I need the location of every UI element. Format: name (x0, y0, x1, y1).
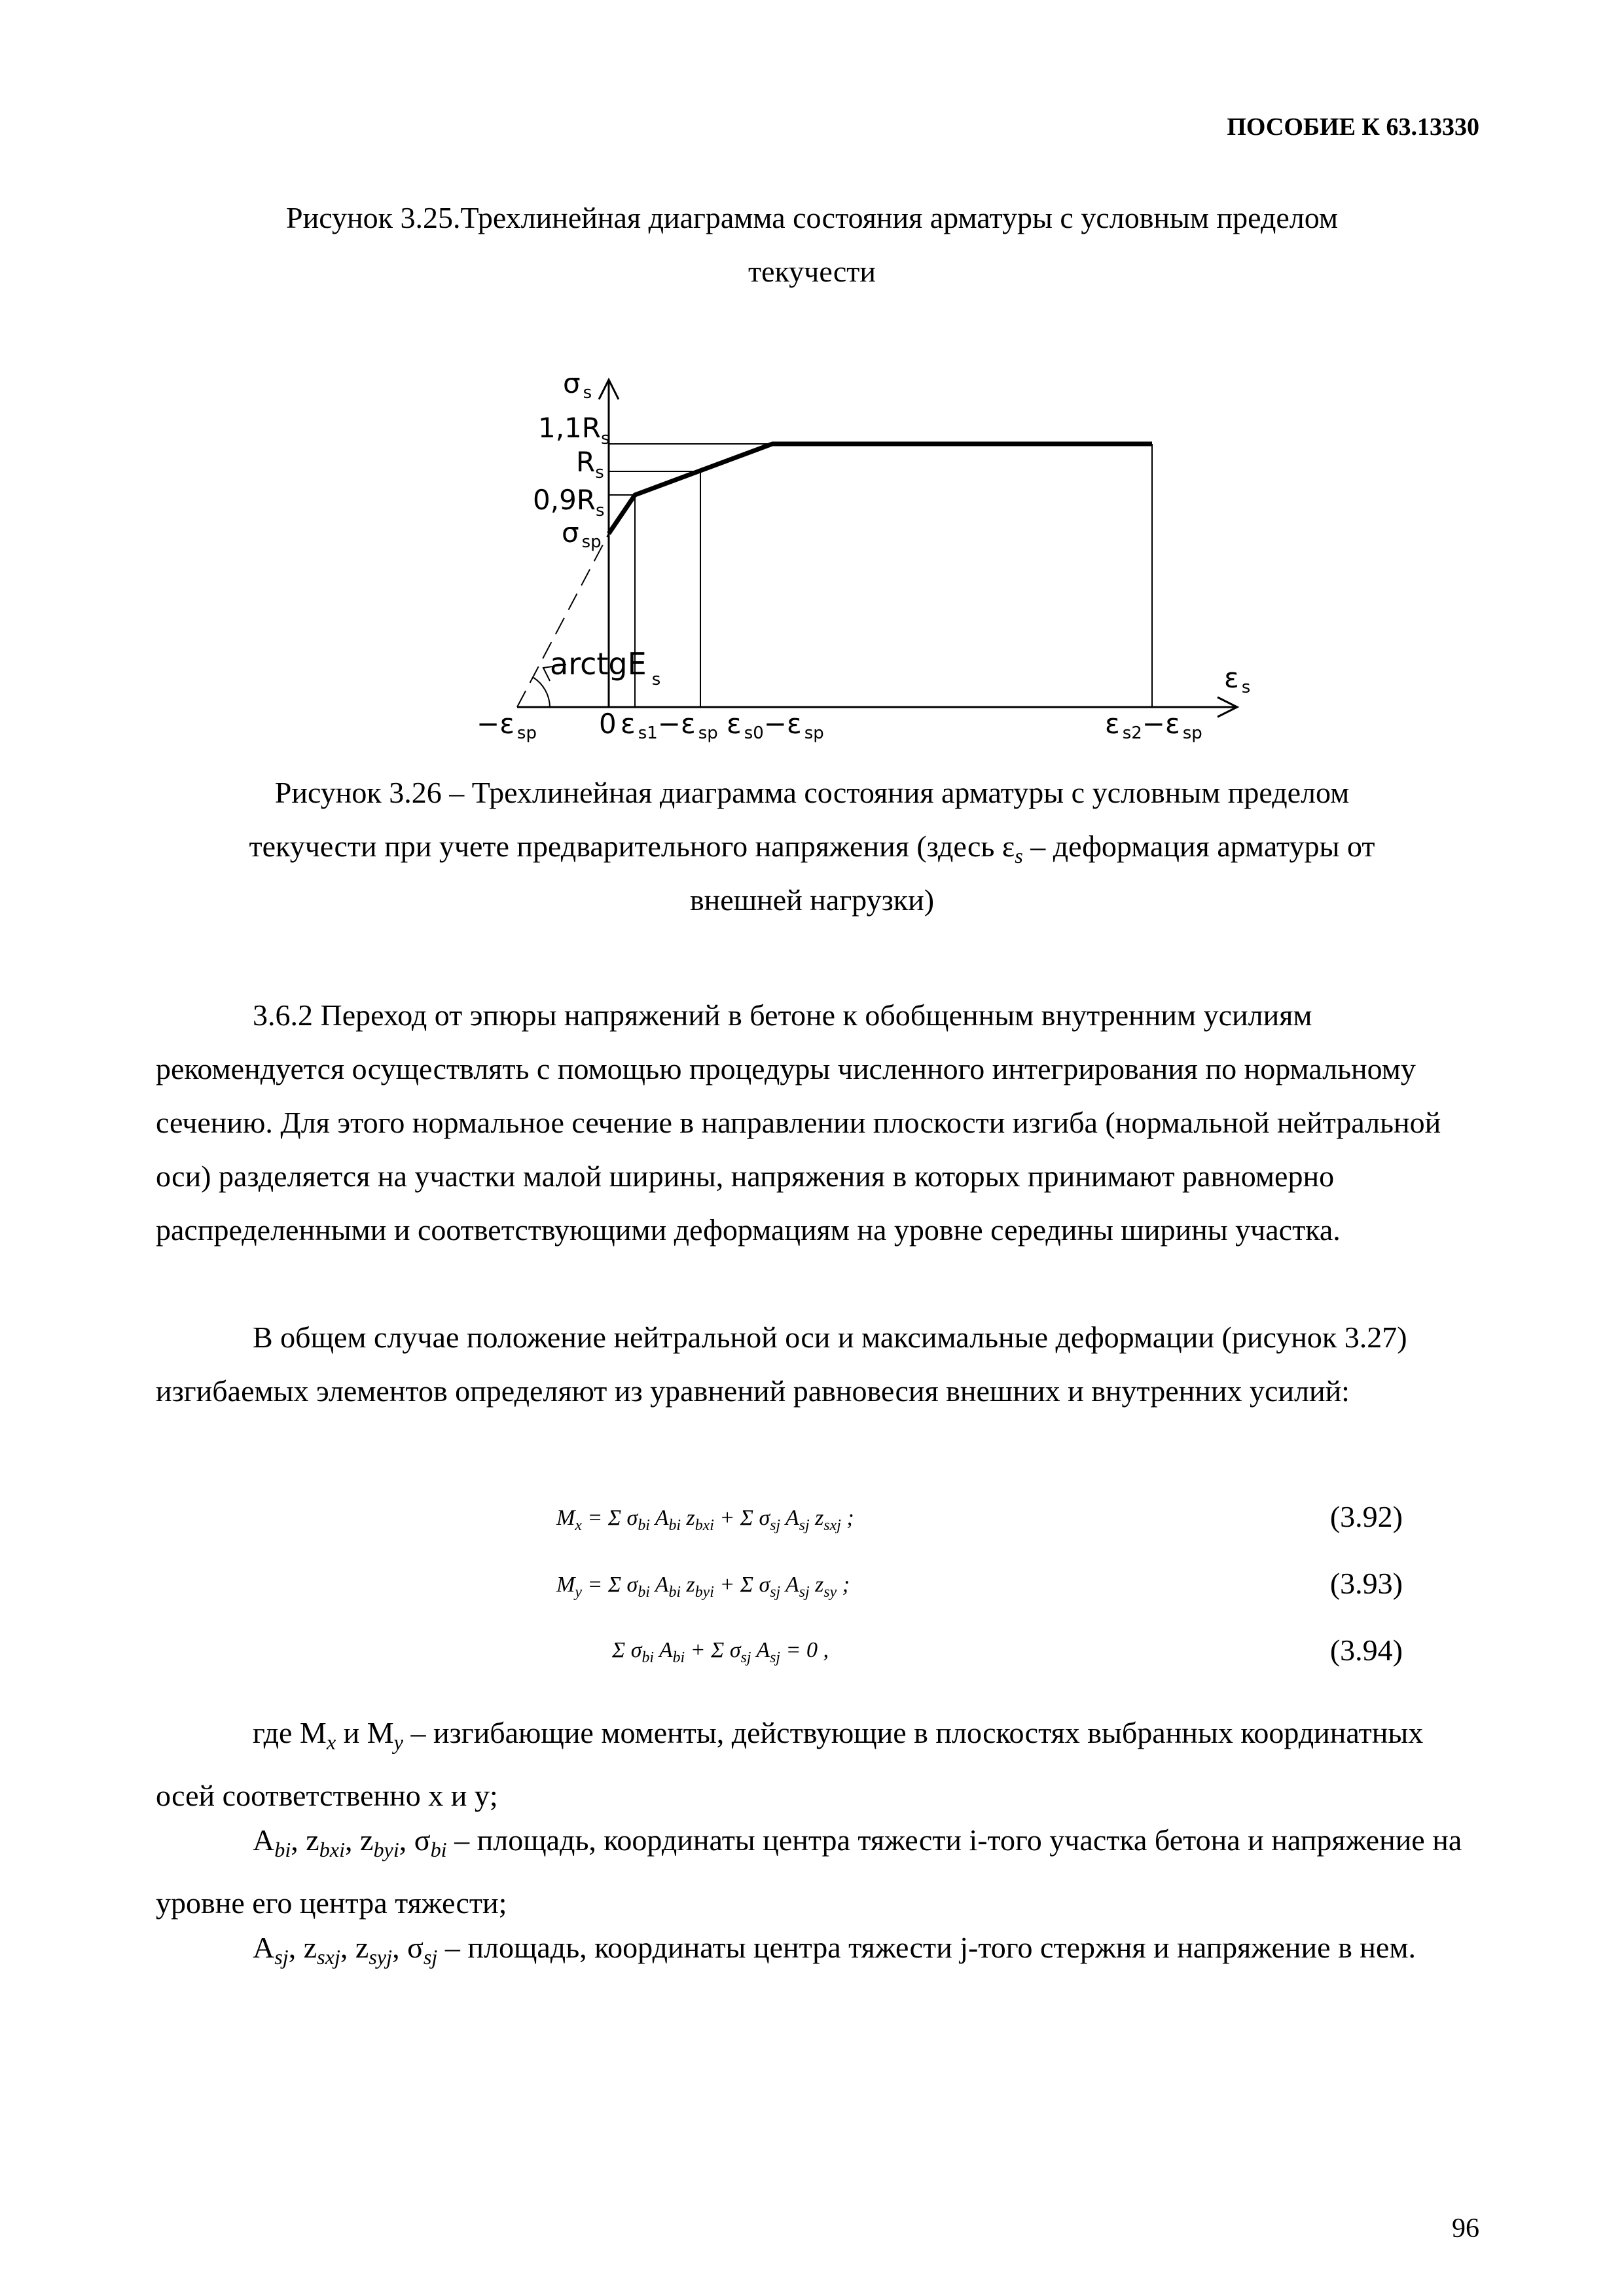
label-sigma-sp: σsp (562, 517, 602, 552)
equation-number-3-94: (3.94) (1329, 1633, 1403, 1667)
document-header: ПОСОБИЕ К 63.13330 (1227, 113, 1479, 141)
label-arctg-es: arctgE $_s$ (550, 646, 661, 689)
stress-strain-diagram (465, 367, 1276, 753)
paragraph-where-moments: где $M_x$ и $M_y$ – изгибающие моменты, действующие в плоскостях выбранных координатных осей соответственно x и y; (156, 1716, 1424, 1813)
paragraph-3-6-2: 3.6.2 Переход от эпюры напряжений в бетоне к обобщенным внутренним усилиям рекомендуется осуществлять с помощью процедуры численного интегрирования по нормальному сечению. Для этого нормальное сечение в направлении плоскости изгиба (нормальной нейтральной оси) разделяется на участки малой ширины, напряжения в которых принимают равномерно распределенными и соответствующими деформациям на уровне середины ширины участка. (156, 998, 1441, 1247)
tick-neg-esp: −ε sp (477, 708, 537, 743)
equation-3-92: $M_x = \Sigma$ $\sigma_{bi}$ $A_{bi}$ $z_{bxi} + \Sigma$ $\sigma_{sj}$ $A_{sj}$ $z_{sxj}$ ; (556, 1506, 854, 1534)
equation-3-94: Σ $\sigma_{bi}$ $A_{bi} + \Sigma$ $\sigma_{sj}$ $A_{sj} = 0$ , (612, 1638, 829, 1666)
figure-3-26-caption-line1: Рисунок 3.26 – Трехлинейная диаграмма состояния арматуры с условным пределом (274, 776, 1350, 809)
tick-zero: 0 (599, 708, 617, 740)
label-sigma-s: σs (563, 367, 592, 403)
trilinear-curve (609, 444, 1152, 534)
figure-3-25-caption-line1: Рисунок 3.25.Трехлинейная диаграмма состояния арматуры с условным пределом (286, 201, 1338, 234)
figure-3-26-caption-line2: текучести при учете предварительного напряжения (здесь $\varepsilon_s$ – деформация арматуры от (249, 829, 1375, 868)
tick-es1: εs1−ε sp (621, 708, 718, 743)
equation-number-3-93: (3.93) (1329, 1567, 1403, 1600)
paragraph-concrete-terms: $A_{bi}$, $z_{bxi}$, $z_{byi}$, $\sigma_{bi}$ – площадь, координаты центра тяжести i-того участка бетона и напряжение на уровне его центра тяжести; (156, 1823, 1462, 1920)
figure-3-26-caption-line3: внешней нагрузки) (689, 883, 935, 917)
figure-3-25-caption-line2: текучести (748, 255, 876, 288)
label-0-9rs: $0,9R_s$ (533, 484, 605, 520)
paragraph-general-case: В общем случае положение нейтральной оси и максимальные деформации (рисунок 3.27) изгибаемых элементов определяют из уравнений равновесия внешних и внутренних усилий: (156, 1321, 1407, 1408)
equation-number-3-92: (3.92) (1329, 1500, 1403, 1533)
tick-es2: εs2−ε sp (1105, 708, 1202, 743)
tick-es0: εs0−ε sp (727, 708, 824, 743)
equation-3-93: $M_y = \Sigma$ $\sigma_{bi}$ $A_{bi}$ $z_{byi} + \Sigma$ $\sigma_{sj}$ $A_{sj}$ $z_{sy}$ ; (556, 1573, 850, 1601)
label-eps-s: εs (1224, 662, 1251, 697)
page-number: 96 (1452, 2214, 1479, 2244)
angle-arc (533, 678, 550, 707)
label-rs: $R_s$ (576, 446, 604, 483)
paragraph-rebar-terms: $A_{sj}$, $z_{sxj}$, $z_{syj}$, $\sigma_{sj}$ – площадь, координаты центра тяжести j-того стержня и напряжение в нем. (253, 1931, 1416, 1969)
label-1-1rs: $1,1R_s$ (538, 412, 610, 448)
